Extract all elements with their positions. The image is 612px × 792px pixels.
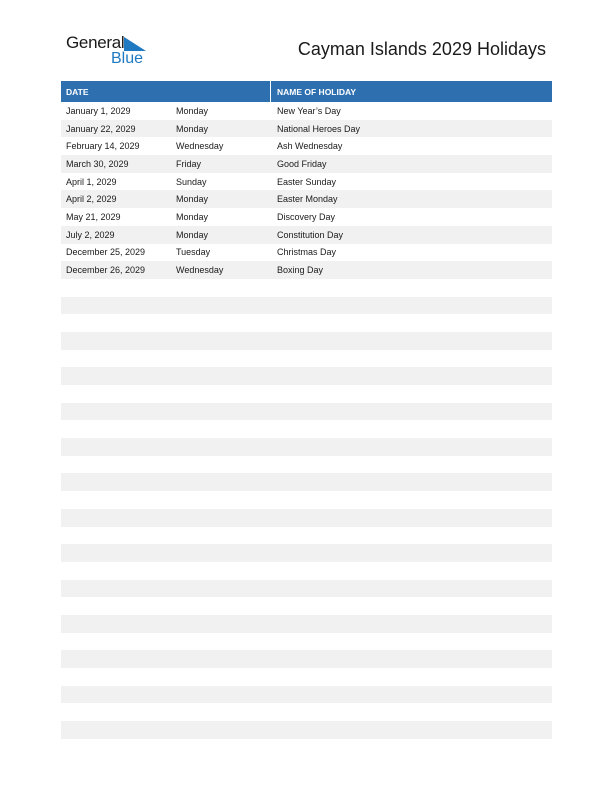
table-row [61, 633, 552, 651]
holiday-weekday: Monday [176, 229, 209, 240]
holiday-date: December 25, 2029 [66, 247, 146, 258]
table-header [61, 81, 552, 102]
table-row [61, 562, 552, 580]
holiday-name: New Year’s Day [277, 105, 341, 116]
table-row [61, 297, 552, 315]
table-row [61, 137, 552, 155]
holiday-weekday: Wednesday [176, 265, 224, 276]
table-row [61, 120, 552, 138]
holidays-table [61, 81, 552, 739]
holiday-date: April 2, 2029 [66, 194, 117, 205]
table-row [61, 208, 552, 226]
holiday-name: Discovery Day [277, 211, 336, 222]
table-row [61, 226, 552, 244]
holiday-date: February 14, 2029 [66, 141, 140, 152]
holiday-name: Easter Sunday [277, 176, 337, 187]
table-row [61, 580, 552, 598]
holiday-name: Good Friday [277, 158, 327, 169]
holiday-weekday: Monday [176, 123, 209, 134]
column-header-holiday: NAME OF HOLIDAY [277, 86, 357, 97]
holiday-weekday: Friday [176, 158, 202, 169]
page-title: Cayman Islands 2029 Holidays [297, 39, 546, 59]
table-row [61, 385, 552, 403]
table-row [61, 491, 552, 509]
holiday-date: May 21, 2029 [66, 211, 121, 222]
table-row [61, 456, 552, 474]
holiday-weekday: Monday [176, 211, 209, 222]
table-row [61, 261, 552, 279]
holiday-name: National Heroes Day [277, 123, 361, 134]
holiday-date: July 2, 2029 [66, 229, 115, 240]
table-row [61, 102, 552, 120]
holiday-date: March 30, 2029 [66, 158, 129, 169]
holiday-weekday: Monday [176, 194, 209, 205]
holiday-name: Ash Wednesday [277, 141, 343, 152]
holiday-weekday: Tuesday [176, 247, 211, 258]
table-row [61, 332, 552, 350]
holiday-weekday: Wednesday [176, 141, 224, 152]
table-row [61, 403, 552, 421]
table-row [61, 615, 552, 633]
holiday-date: December 26, 2029 [66, 265, 146, 276]
table-row [61, 544, 552, 562]
table-row [61, 527, 552, 545]
table-row [61, 668, 552, 686]
logo-text-blue: Blue [111, 50, 144, 67]
holiday-name: Boxing Day [277, 265, 324, 276]
logo-text-general: General [66, 33, 125, 52]
table-row [61, 244, 552, 262]
table-row [61, 721, 552, 739]
table-row [61, 473, 552, 491]
table-row [61, 509, 552, 527]
table-row [61, 350, 552, 368]
table-row [61, 173, 552, 191]
table-row [61, 650, 552, 668]
table-row [61, 597, 552, 615]
table-row [61, 279, 552, 297]
holiday-name: Christmas Day [277, 247, 337, 258]
table-row [61, 190, 552, 208]
table-row [61, 367, 552, 385]
holiday-weekday: Monday [176, 105, 209, 116]
holiday-name: Constitution Day [277, 229, 344, 240]
holiday-date: January 1, 2029 [66, 105, 131, 116]
generalblue-logo [66, 33, 156, 69]
table-row [61, 155, 552, 173]
table-row [61, 438, 552, 456]
table-row [61, 686, 552, 704]
holiday-date: April 1, 2029 [66, 176, 117, 187]
holiday-name: Easter Monday [277, 194, 338, 205]
holiday-date: January 22, 2029 [66, 123, 136, 134]
table-row [61, 420, 552, 438]
table-body [61, 102, 552, 739]
table-row [61, 703, 552, 721]
column-header-date: DATE [61, 81, 271, 102]
holiday-weekday: Sunday [176, 176, 207, 187]
table-row [61, 314, 552, 332]
